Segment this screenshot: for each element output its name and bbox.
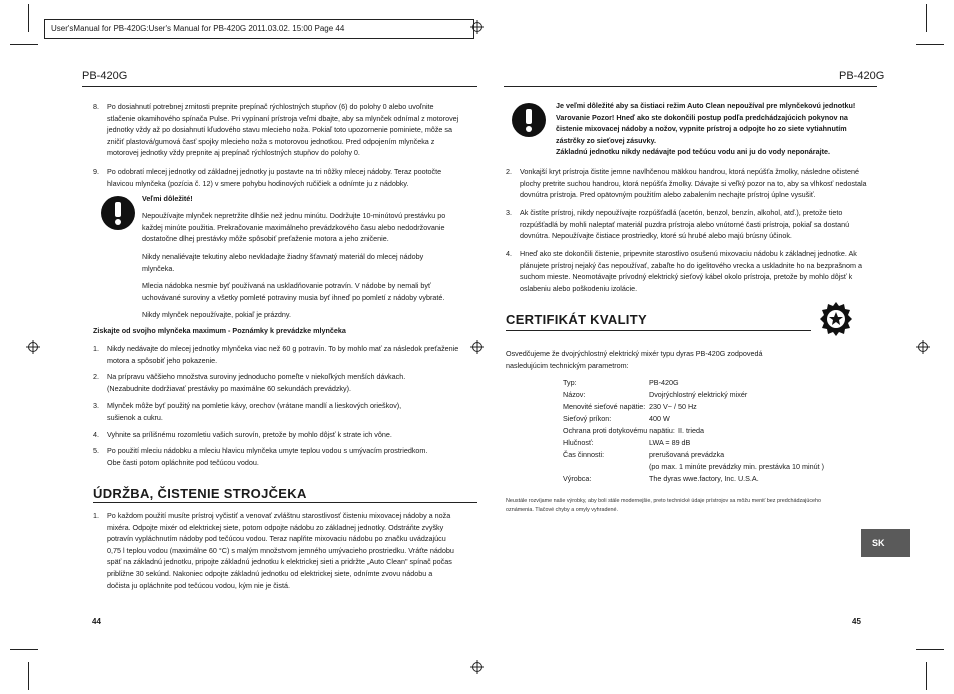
section-title: CERTIFIKÁT KVALITY (506, 312, 647, 327)
item-8-text: Po dosiahnutí potrebnej zrnitosti prepnite prepínač rýchlostných stupňov (6) do polohy 0 alebo uvoľnite stlačenie okamihového spínača Pulse. Pri vypínaní prístroja veľmi dbajte, aby sa mlynček odnímal z motorovej jednotky vždy až po dosiahnutí kľudového stavu mlecieho noža. Pokiaľ toto upozornenie pominiete, môže sa zničiť plastová/gumová časť spojky mlecieho noža s motorovou jednotkou. Pred odpojením mlynčeka z motorovej jednotky vždy prepnite aj prepínač rýchlostných stupňov do polohy 0. (107, 102, 459, 158)
registration-mark-icon (26, 340, 40, 354)
page-number: 44 (92, 617, 101, 626)
spec-value: 400 W (649, 414, 670, 423)
language-tab: SK (861, 529, 910, 557)
award-rosette-icon (816, 300, 856, 340)
spec-label: Výrobca: (563, 474, 592, 483)
spec-value: (po max. 1 minúte prevádzky min. prestávka 10 minút ) (649, 462, 824, 471)
spec-label: Menovité sieťové napätie: (563, 402, 646, 411)
item-number: 8. (93, 102, 99, 111)
page-number: 45 (852, 617, 861, 626)
warning-paragraph: Mlecia nádobka nesmie byť používaná na uskladňovanie potravín. V nádobe by nemali byť uchovávané suroviny a všetky pomleté potraviny musia byť ihneď po pomletí z nádoby vybraté. (142, 281, 445, 302)
warning-paragraph: Nepoužívajte mlynček nepretržite dlhšie než jednu minútu. Dodržujte 10-minútovú prestávku po každej minúte použitia. Prekračovanie maximálneho prevádzkového času alebo nedodržovanie dostatočne dlhej prestávky môže spôsobiť preťaženie motora a jeho zničenie. (142, 211, 446, 244)
spec-label: Sieťový príkon: (563, 414, 612, 423)
exclamation-icon (101, 196, 135, 230)
grind-item-text: Vyhnite sa prílišnému rozomletiu vašich surovín, pretože by mohlo dôjsť k strate ich vône. (107, 430, 392, 439)
grind-heading: Ziskajte od svojho mlynčeka maximum - Poznámky k prevádzke mlynčeka (93, 326, 346, 335)
item-number: 3. (93, 401, 99, 410)
item-number: 2. (506, 167, 512, 176)
warning-text: Je veľmi dôležité aby sa čistiaci režim Auto Clean nepoužíval pre mlynčekovú jednotku! Varovanie Pozor! Hneď ako ste dokončili postup podľa predchádzajúcich pokynov na čistenie mixovacej nádoby a nožov, vypnite prístroj a odpojte ho zo siete vytiahnutím zástrčky zo sieťovej zásuvky. Základnú jednotku nikdy nedávajte pod tečúcu vodu ani ju do vody neponárajte. (556, 101, 856, 157)
spec-value: LWA = 89 dB (649, 438, 691, 447)
crop-mark (10, 44, 38, 45)
crop-mark (926, 662, 927, 690)
warning-paragraph: Nikdy mlynček nepoužívajte, pokiaľ je prázdny. (142, 310, 291, 319)
item-text: Vonkajší kryt prístroja čistite jemne navlhčenou mäkkou handrou, ktorá nepúšťa žmolky, následne očistené plochy pretrite suchou handrou, ktorá nepúšťa žmolky. Dávajte si veľký pozor na to, aby sa vlhkosť nedostala dovnútra prístroja. Pred opätovným použitím alebo zabalením nechajte prístroj úplne vysušiť. (520, 167, 867, 200)
section-rule (506, 330, 811, 331)
item-number: 9. (93, 167, 99, 176)
section-title: ÚDRŽBA, ČISTENIE STROJČEKA (93, 486, 307, 501)
item-text: Ak čistíte prístroj, nikdy nepoužívajte rozpúšťadlá (acetón, benzol, benzín, alkohol, atď.), pretože tieto rozpúšťadlá by mohli naleptať materiál puzdra prístroja alebo vnútorné časti prístroja, pokiaľ sa dostanú dovnútra. Nepoužívajte čistiace prostriedky, ktoré sú hrubé alebo majú brúsny účinok. (520, 208, 850, 241)
item-number: 1. (93, 511, 99, 520)
print-header: User'sManual for PB-420G:User's Manual for PB-420G 2011.03.02. 15:00 Page 44 (44, 19, 474, 39)
item-number: 1. (93, 344, 99, 353)
grind-item-text: Mlynček môže byť použitý na pomletie kávy, orechov (vrátane mandlí a lieskových orieškov), sušienok a cukru. (107, 401, 402, 422)
spec-label: Ochrana proti dotykovému napätiu: (563, 426, 675, 435)
spec-label: Hlučnosť: (563, 438, 594, 447)
spec-value: Dvojrýchlostný elektrický mixér (649, 390, 748, 399)
spec-value: prerušovaná prevádzka (649, 450, 725, 459)
cleaning-text: Po každom použití musíte prístroj vyčistiť a venovať zvláštnu starostlivosť čisteniu mixovacej nádoby a noža mixéra. Odpojte mixér od elektrickej siete, potom odpojte nádobu zo základnej jednotky. Odstráňte zvyšky potravín vypláchnutím nádoby pod tečúcou vodou. Teraz naplňte mixovaciu nádobu po značku uvádzajúcu 0,75 l teplou vodou (maximálne 60 °C) s malým množstvom jemného umývacieho prostriedku. Vráťte nádobu späť na základnú jednotku, pripojte základnú jednotku k elektrickej sieti a pridržte „Auto Clean" spínač počas približne 30 sekúnd. Nakoniec odpojte základnú jednotku od elektrickej siete, odnímte zvovu nádobu a dočista ju opláchnite pod tečúcou vodou, kým nie je čistá. (107, 511, 454, 590)
spec-value: The dyras wwe.factory, Inc. U.S.A. (649, 474, 759, 483)
footnote: Neustále rozvíjame naše výrobky, aby boli stále modernejšie, preto technické údaje prístrojov sa môžu meniť bez predchádzajúceho oznámenia. Tlačové chyby a omyly vyhradené. (506, 498, 822, 513)
crop-mark (916, 649, 944, 650)
spec-label: Názov: (563, 390, 586, 399)
item-9-text: Po odobratí mlecej jednotky od základnej jednotky ju postavte na tri nôžky mlecej nádoby. Teraz pootočte hlavicou mlynčeka (pozícia č. 12) v smere pohybu hodinových ručičiek a odnímte ju z nádobky. (107, 167, 442, 188)
item-number: 4. (506, 249, 512, 258)
exclamation-icon (512, 103, 546, 137)
crop-mark (926, 4, 927, 32)
grind-item-text: Na prípravu väčšieho množstva suroviny jednoducho pomeľte v niekoľkých menších dávkach. (Nezabudnite dodržiavať prestávky po maximálne 60 sekundách prevádzky). (107, 372, 406, 393)
item-number: 3. (506, 208, 512, 217)
item-number: 5. (93, 446, 99, 455)
model-label: PB-420G (839, 70, 885, 82)
crop-mark (28, 662, 29, 690)
item-number: 4. (93, 430, 99, 439)
spec-label: Čas činnosti: (563, 450, 605, 459)
item-text: Hneď ako ste dokončili čistenie, pripevnite starostlivo osušenú mixovaciu nádobu k základnej jednotke. Ak plánujete prístroj nejaký čas nepoužívať, zabaľte ho do igelitového vrecka a uskladnite ho na bezprašnom a suchom mieste. Neomotávajte prívodný elektrický sieťový kábel okolo prístroja, pretože by mohlo dôjsť k oslabeniu alebo poškodeniu izolácie. (520, 249, 863, 293)
header-rule (504, 86, 877, 87)
model-label: PB-420G (82, 70, 128, 82)
warning-paragraph: Nikdy nenaliévajte tekutiny alebo nevkladajte žiadny šťavnatý materiál do mlecej nádoby mlynčeka. (142, 252, 424, 273)
grind-item-text: Nikdy nedávajte do mlecej jednotky mlynčeka viac než 60 g potravín. To by mohlo mať za následok preťaženie motora a spôsobiť jeho pokazenie. (107, 344, 459, 365)
header-rule (82, 86, 477, 87)
spec-value: 230 V~ / 50 Hz (649, 402, 697, 411)
grind-item-text: Po použití mleciu nádobku a mleciu hlavicu mlynčeka umyte teplou vodou s umývacím prostriedkom. Obe časti potom opláchnite pod tečúcou vodou. (107, 446, 428, 467)
spec-value: II. trieda (678, 426, 704, 435)
registration-mark-icon (916, 340, 930, 354)
spec-label: Typ: (563, 378, 577, 387)
section-rule (93, 502, 477, 503)
spec-value: PB-420G (649, 378, 679, 387)
crop-mark (28, 4, 29, 32)
item-number: 2. (93, 372, 99, 381)
crop-mark (916, 44, 944, 45)
warning-title: Veľmi dôležité! (142, 194, 193, 203)
certificate-intro: Osvedčujeme že dvojrýchlostný elektrický mixér typu dyras PB-420G zodpovedá nasledujúcim technickým parametrom: (506, 349, 763, 370)
registration-mark-icon (470, 660, 484, 674)
crop-mark (10, 649, 38, 650)
